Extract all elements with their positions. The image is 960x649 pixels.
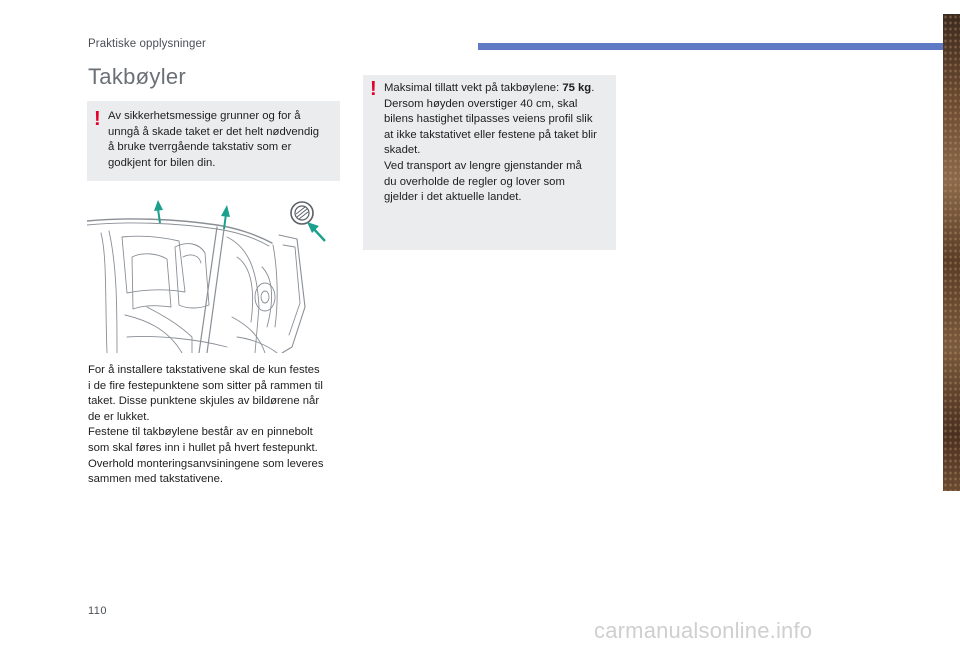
max-weight-value: 75 kg [562, 82, 592, 94]
warning-note-right [363, 75, 616, 250]
warning-text-left: Av sikkerhetsmessige grunner og for å unngå å skade taket er det helt nødvendig å bruke tverrgående takstativ som er godkjent for bilen din. [108, 110, 320, 169]
mount-point-detail [291, 202, 313, 224]
watermark: carmanualsonline.info [594, 618, 813, 643]
page-title: Takbøyler [88, 64, 187, 89]
roof-mount-illustration [87, 197, 340, 353]
section-header: Praktiske opplysninger [88, 38, 206, 50]
page-number: 110 [88, 605, 108, 617]
header-accent-bar [478, 43, 946, 50]
warning-text-right: Dersom høyden overstiger 40 cm, skal bilens hastighet tilpasses veiens profil slik at ikke takstativet eller festene på taket blir skadet. Ved transport av lengre gjenstander må du overholde de regler og lover som gjelder i det aktuelle landet. [384, 97, 597, 204]
side-thumb-strip [943, 14, 960, 491]
installation-instructions: For å installere takstativene skal de kun festes i de fire festepunktene som sitter på rammen til taket. Disse punktene skjules av bildørene når de er lukket. Festene til takbøylene består av en pinnebolt som skal føres inn i hullet på hvert festepunkt. Overhold monteringsanvsiningene som leveres sammen med takstativene. [88, 364, 324, 486]
max-weight-suffix: . [591, 82, 595, 94]
max-weight-line [384, 81, 608, 97]
warning-icon: ! [94, 108, 101, 130]
max-weight-label: Maksimal tillatt vekt på takbøylene: [384, 82, 563, 94]
warning-note-left [87, 101, 340, 181]
warning-icon: ! [370, 78, 377, 100]
